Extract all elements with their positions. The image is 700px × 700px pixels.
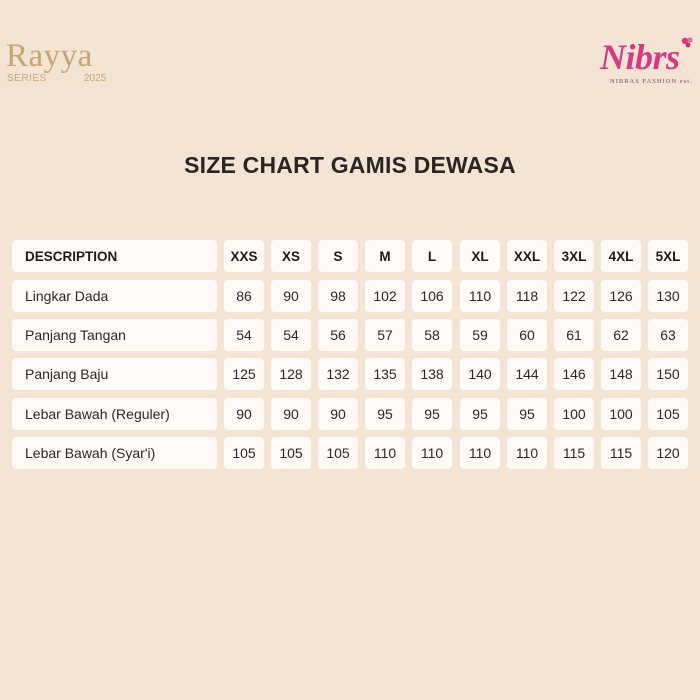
size-value: 110	[507, 437, 547, 469]
size-value: 110	[412, 437, 452, 469]
size-value: 100	[601, 398, 641, 430]
nibras-tagline: NIBRAS FASHION est.	[610, 78, 693, 85]
row-description: Lebar Bawah (Reguler)	[12, 398, 217, 430]
size-value: 144	[507, 358, 547, 390]
header-size: L	[412, 240, 452, 272]
header-size: 5XL	[648, 240, 688, 272]
header-size: XS	[271, 240, 311, 272]
header-size: XXS	[224, 240, 264, 272]
size-value: 95	[507, 398, 547, 430]
row-description: Panjang Baju	[12, 358, 217, 390]
size-value: 110	[460, 280, 500, 312]
size-value: 98	[318, 280, 358, 312]
rayya-year-label: 2025	[84, 73, 107, 84]
size-value: 115	[554, 437, 594, 469]
size-value: 95	[412, 398, 452, 430]
size-value: 132	[318, 358, 358, 390]
nibras-logo-text: Nibrs	[600, 37, 680, 77]
size-value: 135	[365, 358, 405, 390]
size-value: 128	[271, 358, 311, 390]
size-value: 57	[365, 319, 405, 351]
size-value: 120	[648, 437, 688, 469]
size-value: 58	[412, 319, 452, 351]
header-size: 4XL	[601, 240, 641, 272]
size-value: 146	[554, 358, 594, 390]
size-value: 63	[648, 319, 688, 351]
size-value: 102	[365, 280, 405, 312]
size-value: 148	[601, 358, 641, 390]
header-description: DESCRIPTION	[12, 240, 217, 272]
size-value: 126	[601, 280, 641, 312]
size-value: 150	[648, 358, 688, 390]
size-value: 95	[365, 398, 405, 430]
rayya-logo	[6, 40, 126, 90]
size-value: 56	[318, 319, 358, 351]
size-value: 105	[318, 437, 358, 469]
size-value: 59	[460, 319, 500, 351]
size-value: 61	[554, 319, 594, 351]
header-size: XXL	[507, 240, 547, 272]
row-description: Panjang Tangan	[12, 319, 217, 351]
size-value: 100	[554, 398, 594, 430]
size-value: 106	[412, 280, 452, 312]
size-value: 118	[507, 280, 547, 312]
size-value: 130	[648, 280, 688, 312]
size-value: 115	[601, 437, 641, 469]
size-value: 125	[224, 358, 264, 390]
rayya-series-label: SERIES	[7, 73, 47, 84]
size-value: 54	[224, 319, 264, 351]
rayya-logo-text: Rayya	[6, 38, 93, 74]
size-value: 90	[271, 280, 311, 312]
row-description: Lebar Bawah (Syar'i)	[12, 437, 217, 469]
size-value: 105	[648, 398, 688, 430]
size-value: 90	[271, 398, 311, 430]
header-size: 3XL	[554, 240, 594, 272]
size-value: 90	[318, 398, 358, 430]
page-title: SIZE CHART GAMIS DEWASA	[184, 152, 516, 178]
size-value: 140	[460, 358, 500, 390]
size-value: 110	[365, 437, 405, 469]
size-value: 110	[460, 437, 500, 469]
size-value: 105	[271, 437, 311, 469]
row-description: Lingkar Dada	[12, 280, 217, 312]
size-value: 54	[271, 319, 311, 351]
size-value: 60	[507, 319, 547, 351]
size-value: 122	[554, 280, 594, 312]
size-value: 105	[224, 437, 264, 469]
header-size: S	[318, 240, 358, 272]
size-value: 62	[601, 319, 641, 351]
nibras-logo	[598, 36, 698, 92]
size-value: 95	[460, 398, 500, 430]
header-size: M	[365, 240, 405, 272]
size-value: 138	[412, 358, 452, 390]
size-value: 90	[224, 398, 264, 430]
flower-icon	[680, 36, 696, 50]
header-size: XL	[460, 240, 500, 272]
size-value: 86	[224, 280, 264, 312]
